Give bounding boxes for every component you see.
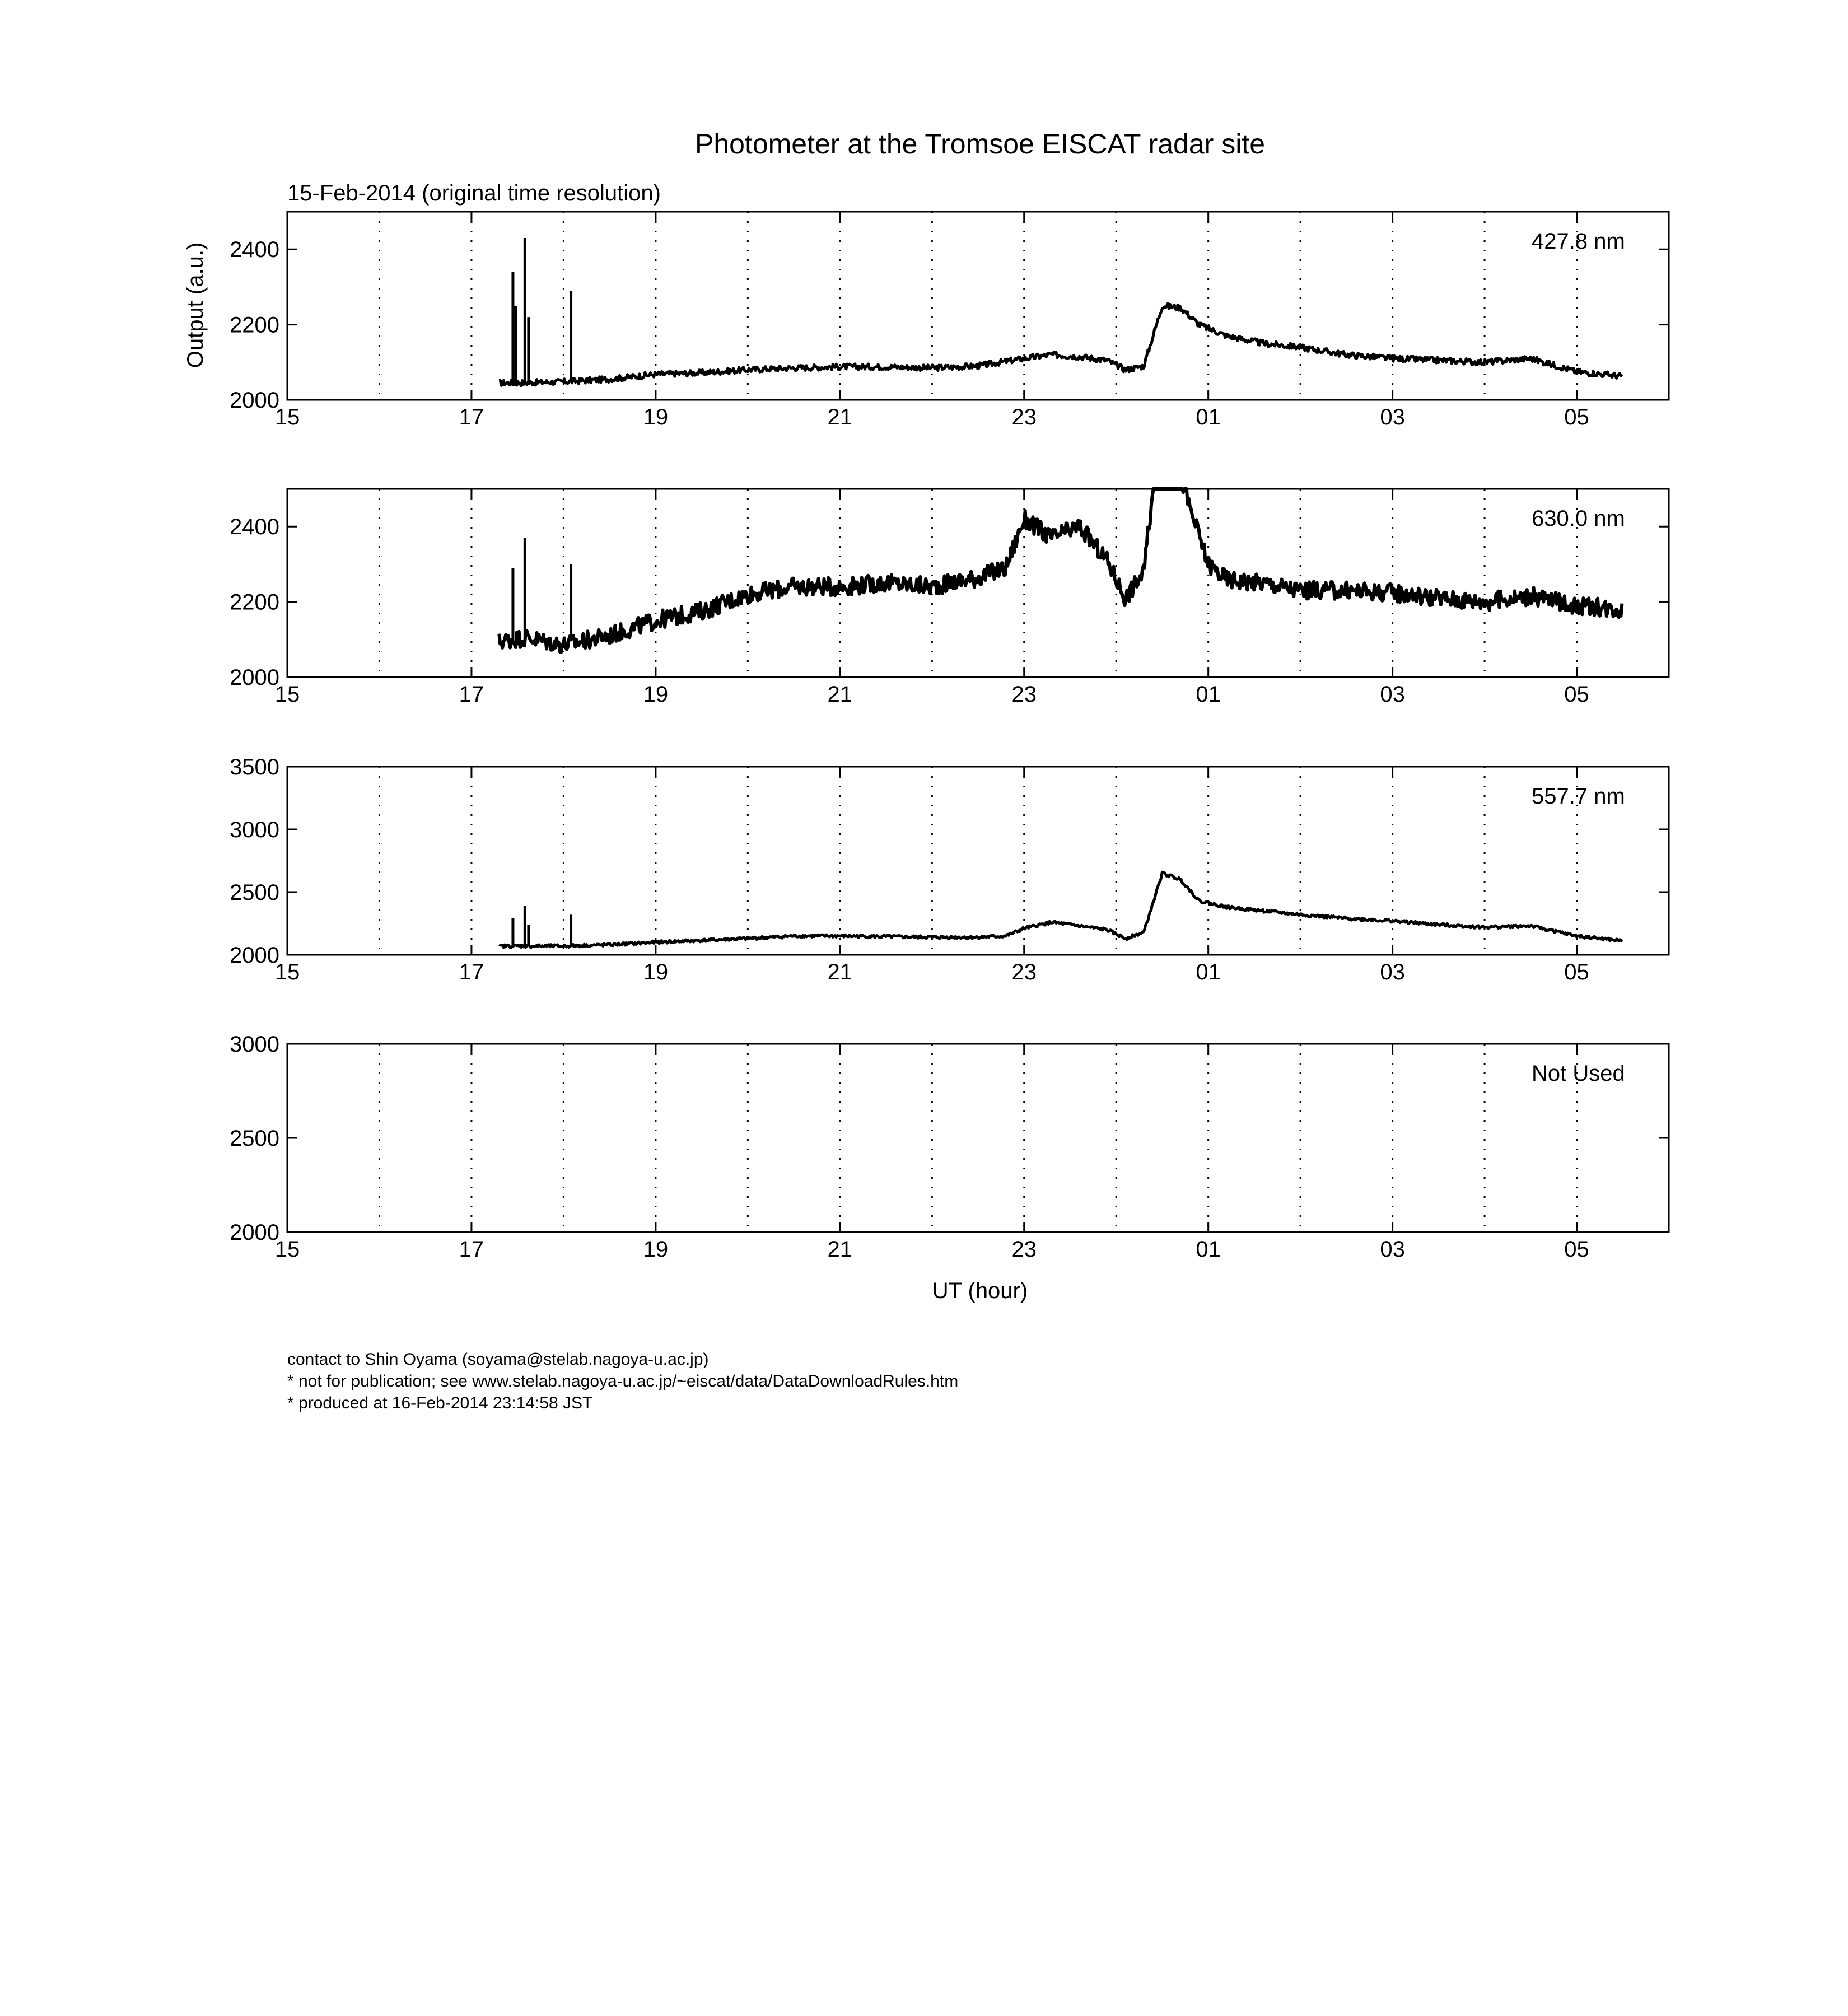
- panels: [230, 212, 1669, 1262]
- series-line: [499, 872, 1622, 948]
- y-tick-label: 2400: [230, 515, 279, 540]
- y-tick-label: 2000: [230, 943, 279, 968]
- x-tick-label: 15: [274, 1237, 300, 1262]
- footer-publication-note: * not for publication; see www.stelab.nagoya-u.ac.jp/~eiscat/data/DataDownloadRules.htm: [287, 1372, 959, 1390]
- x-tick-label: 17: [459, 1237, 484, 1262]
- y-tick-label: 2000: [230, 388, 279, 413]
- x-tick-label: 15: [274, 682, 300, 707]
- x-tick-label: 15: [274, 960, 300, 984]
- y-tick-label: 2000: [230, 1220, 279, 1245]
- x-tick-label: 17: [459, 960, 484, 984]
- panel-label: 557.7 nm: [1532, 784, 1625, 809]
- series-line: [499, 304, 1622, 386]
- x-tick-label: 17: [459, 405, 484, 430]
- x-tick-label: 21: [827, 405, 853, 430]
- y-tick-label: 2500: [230, 1126, 279, 1151]
- chart-subtitle: 15-Feb-2014 (original time resolution): [287, 181, 661, 206]
- x-tick-label: 19: [643, 682, 669, 707]
- x-tick-label: 21: [827, 682, 853, 707]
- panel-label: 427.8 nm: [1532, 229, 1625, 254]
- x-tick-label: 01: [1196, 682, 1221, 707]
- panel-4: [230, 1032, 1669, 1262]
- panel-label: Not Used: [1532, 1061, 1625, 1086]
- x-axis-label: UT (hour): [932, 1278, 1028, 1303]
- chart-title: Photometer at the Tromsoe EISCAT radar site: [694, 128, 1266, 160]
- x-tick-label: 23: [1011, 682, 1037, 707]
- footer-notes: [287, 1348, 958, 1414]
- y-tick-label: 3000: [230, 1032, 279, 1057]
- x-tick-label: 19: [643, 405, 669, 430]
- x-tick-label: 05: [1564, 682, 1589, 707]
- x-tick-label: 15: [274, 405, 300, 430]
- y-tick-label: 3500: [230, 755, 279, 780]
- x-tick-label: 03: [1380, 405, 1405, 430]
- series-line: [499, 489, 1622, 652]
- x-tick-label: 05: [1564, 405, 1589, 430]
- x-tick-label: 23: [1011, 960, 1037, 984]
- y-tick-label: 2200: [230, 590, 279, 615]
- x-tick-label: 19: [643, 1237, 669, 1262]
- panel-label: 630.0 nm: [1532, 506, 1625, 531]
- x-tick-label: 03: [1380, 682, 1405, 707]
- panel-2: [230, 489, 1669, 707]
- y-axis-label: Output (a.u.): [183, 242, 208, 368]
- y-tick-label: 2200: [230, 312, 279, 338]
- axes-frame: [287, 1044, 1669, 1232]
- x-tick-label: 23: [1011, 405, 1037, 430]
- y-tick-label: 2000: [230, 665, 279, 690]
- x-tick-label: 17: [459, 682, 484, 707]
- footer-contact: contact to Shin Oyama (soyama@stelab.nagoya-u.ac.jp): [287, 1350, 709, 1369]
- y-tick-label: 2400: [230, 237, 279, 263]
- axes-frame: [287, 212, 1669, 400]
- x-tick-label: 01: [1196, 1237, 1221, 1262]
- x-tick-label: 05: [1564, 960, 1589, 984]
- panel-1: [230, 212, 1669, 430]
- x-tick-label: 01: [1196, 405, 1221, 430]
- x-tick-label: 19: [643, 960, 669, 984]
- y-tick-label: 3000: [230, 818, 279, 842]
- x-tick-label: 01: [1196, 960, 1221, 984]
- x-tick-label: 05: [1564, 1237, 1589, 1262]
- panel-3: [230, 755, 1669, 984]
- x-tick-label: 23: [1011, 1237, 1037, 1262]
- x-tick-label: 21: [827, 1237, 853, 1262]
- y-tick-label: 2500: [230, 880, 279, 905]
- x-tick-label: 03: [1380, 1237, 1405, 1262]
- x-tick-label: 21: [827, 960, 853, 984]
- x-tick-label: 03: [1380, 960, 1405, 984]
- footer-produced-note: * produced at 16-Feb-2014 23:14:58 JST: [287, 1394, 593, 1412]
